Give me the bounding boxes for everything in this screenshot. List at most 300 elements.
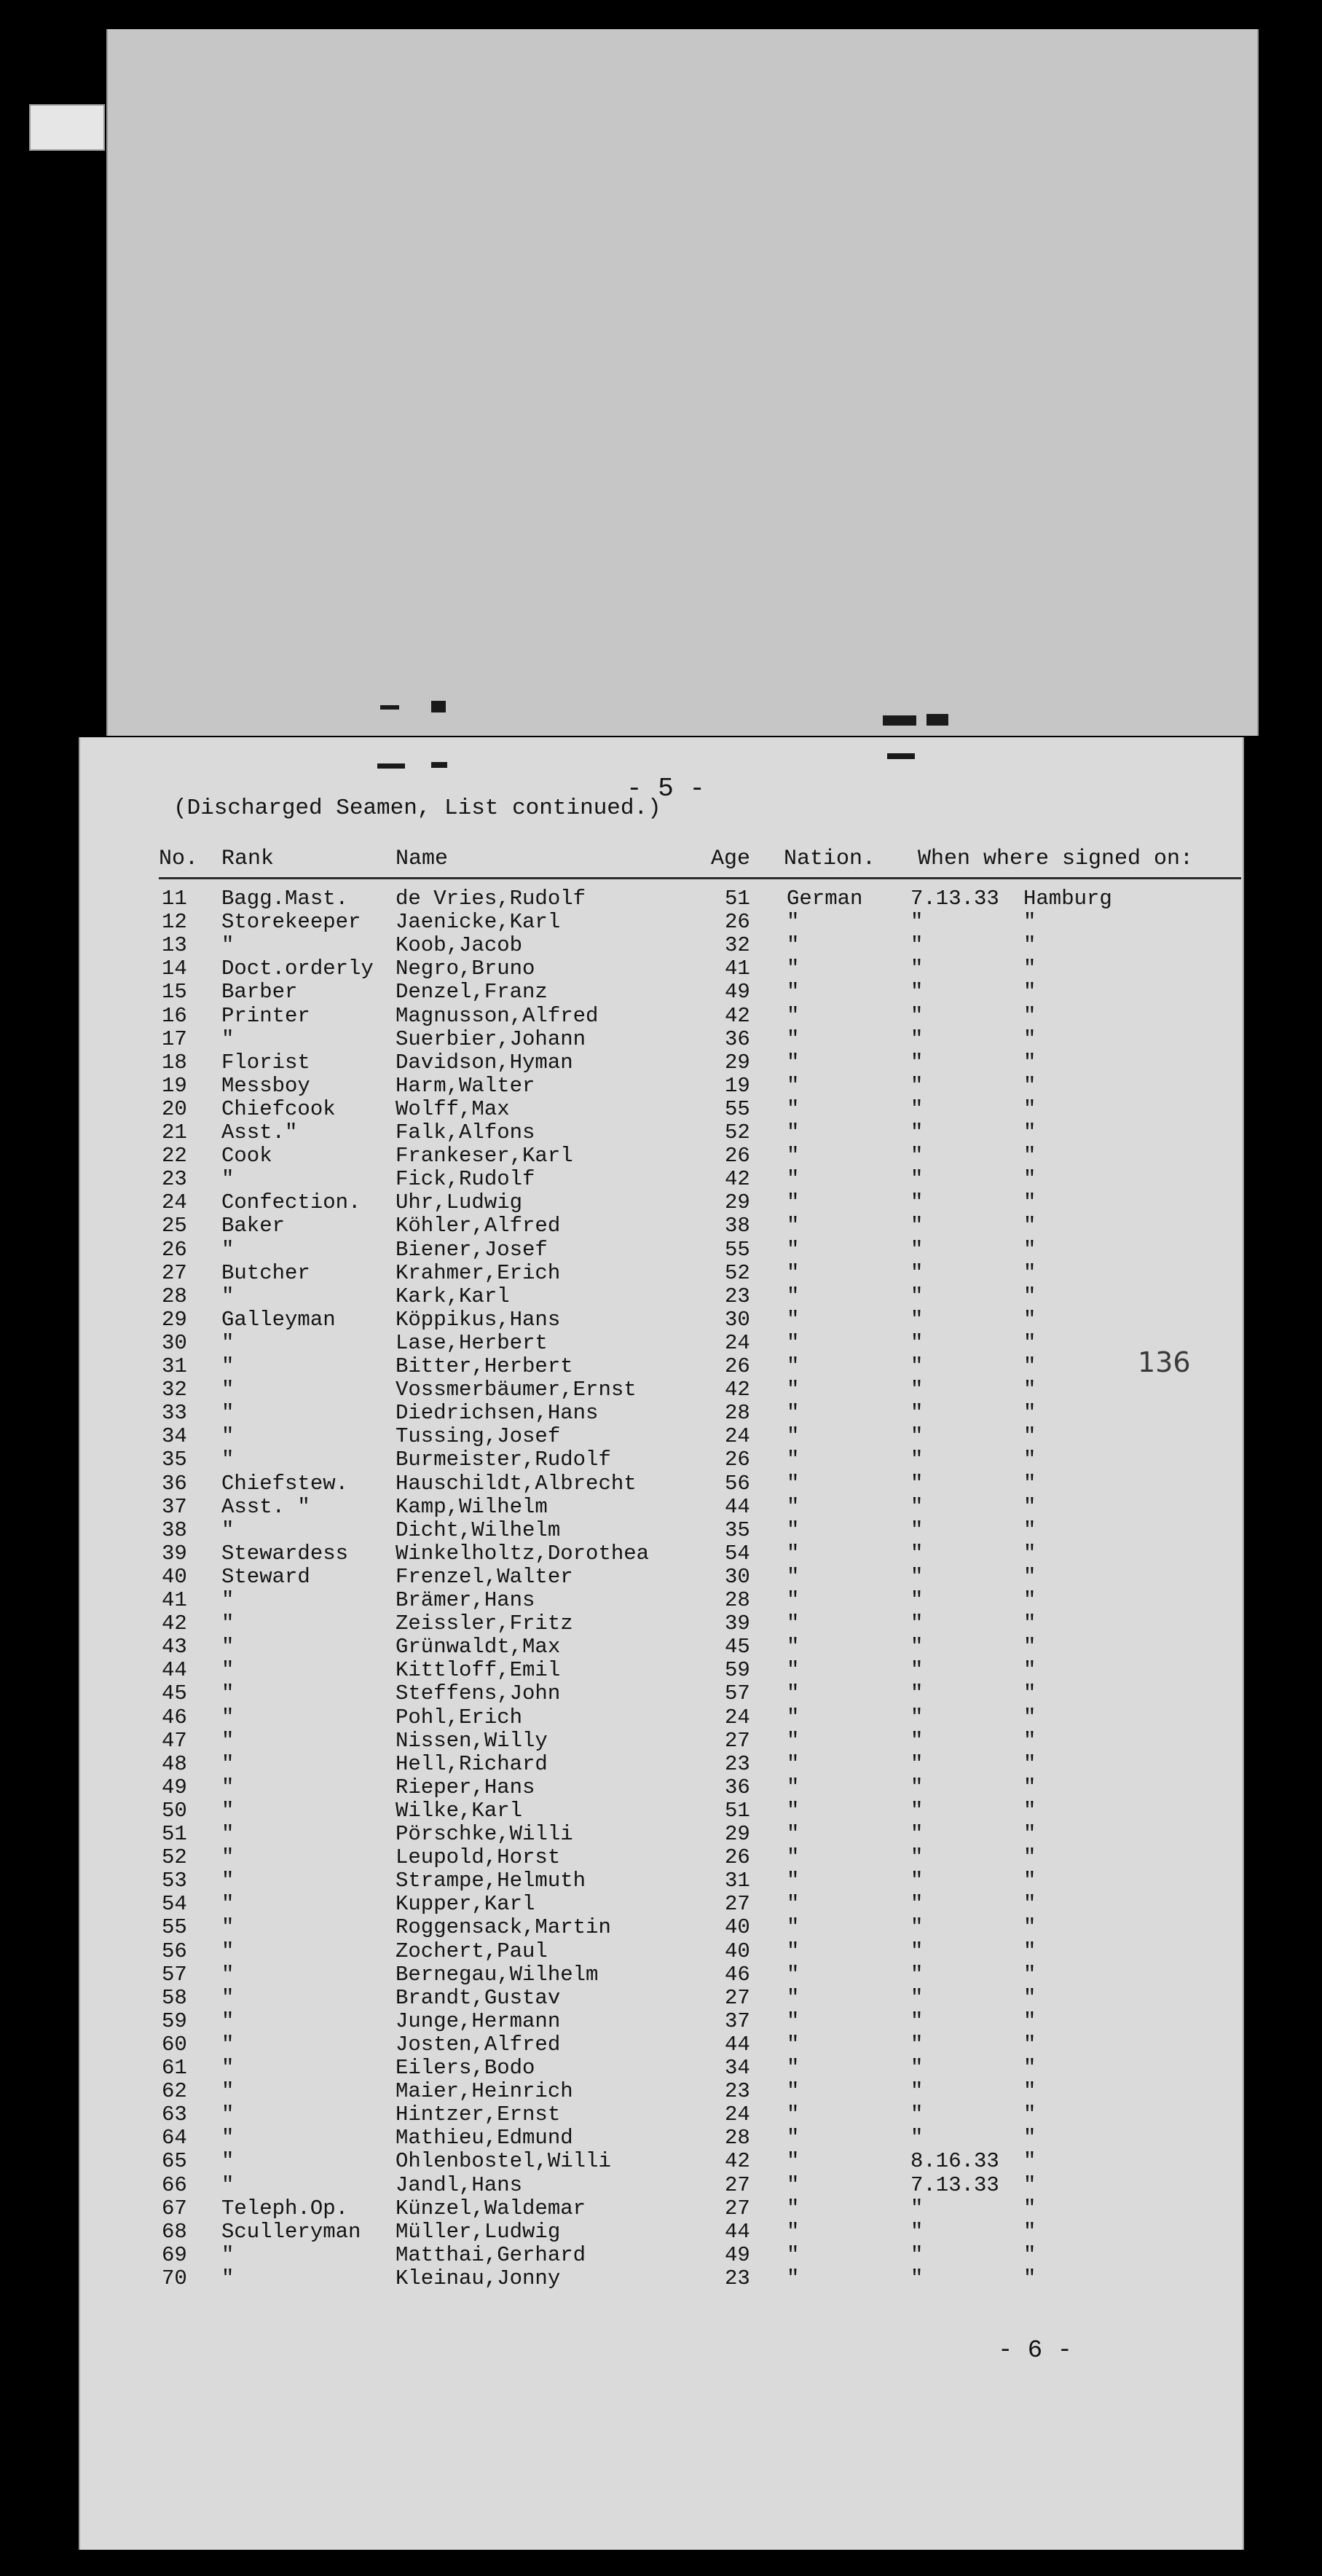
cell-age: 28 <box>725 2126 750 2151</box>
cell-where: " <box>1023 1120 1036 1144</box>
cell-name: Vossmerbäumer,Ernst <box>396 1378 637 1402</box>
table-row <box>0 1799 1322 1823</box>
cell-rank: " <box>221 2126 235 2151</box>
cell-where: " <box>1023 1892 1036 1917</box>
cell-rank: " <box>221 1401 235 1426</box>
cell-age: 23 <box>725 2266 750 2290</box>
table-row <box>0 1262 1322 1285</box>
cell-age: 42 <box>725 2149 750 2174</box>
cell-no: 18 <box>162 1050 187 1075</box>
table-row <box>0 2010 1322 2033</box>
cell-when: " <box>910 1026 924 1051</box>
cell-rank: " <box>221 1588 235 1612</box>
header-rank: Rank <box>221 847 275 871</box>
cell-age: 31 <box>725 1869 750 1893</box>
cell-nation: " <box>787 1681 800 1706</box>
cell-where: " <box>1023 1448 1036 1472</box>
cell-where: Hamburg <box>1023 887 1112 911</box>
cell-age: 27 <box>725 1985 750 2010</box>
cell-where: " <box>1023 1144 1036 1169</box>
table-row <box>0 2267 1322 2290</box>
cell-where: " <box>1023 1751 1036 1776</box>
cell-no: 26 <box>162 1237 187 1262</box>
cell-age: 52 <box>725 1120 750 1144</box>
cell-age: 24 <box>725 1330 750 1355</box>
cell-rank: " <box>221 1378 235 1402</box>
cell-where: " <box>1023 2056 1036 2080</box>
cell-no: 49 <box>162 1775 187 1799</box>
cell-age: 28 <box>725 1588 750 1612</box>
cell-no: 12 <box>162 910 187 935</box>
cell-no: 66 <box>162 2172 187 2197</box>
cell-where: " <box>1023 1026 1036 1051</box>
cell-when: " <box>910 1190 924 1215</box>
cell-rank: Printer <box>221 1003 310 1028</box>
table-row <box>0 1144 1322 1168</box>
cell-no: 57 <box>162 1962 187 1987</box>
cell-when: " <box>910 1822 924 1846</box>
attached-paper-sheet <box>106 29 1259 736</box>
cell-where: " <box>1023 1915 1036 1940</box>
cell-nation: " <box>787 1214 800 1238</box>
cell-name: Grünwaldt,Max <box>396 1635 561 1660</box>
cell-when: " <box>910 2242 924 2267</box>
cell-when: " <box>910 1214 924 1238</box>
cell-when: " <box>910 1705 924 1729</box>
cell-rank: Galleyman <box>221 1307 336 1332</box>
cell-name: Koob,Jacob <box>396 933 523 958</box>
cell-age: 29 <box>725 1190 750 1215</box>
cell-rank: " <box>221 1939 235 1963</box>
staple-mark <box>431 762 447 768</box>
cell-when: " <box>910 1330 924 1355</box>
cell-where: " <box>1023 2008 1036 2033</box>
table-row <box>0 1916 1322 1939</box>
cell-where: " <box>1023 1588 1036 1612</box>
cell-name: Strampe,Helmuth <box>396 1869 586 1893</box>
table-row <box>0 1191 1322 1214</box>
cell-name: Köppikus,Hans <box>396 1307 561 1332</box>
cell-age: 42 <box>725 1378 750 1402</box>
cell-when: " <box>910 1471 924 1496</box>
cell-age: 59 <box>725 1658 750 1683</box>
cell-name: Frenzel,Walter <box>396 1564 573 1589</box>
cell-no: 22 <box>162 1144 187 1169</box>
cell-no: 16 <box>162 1003 187 1028</box>
table-row <box>0 1448 1322 1472</box>
cell-when: " <box>910 1845 924 1870</box>
cell-rank: " <box>221 1611 235 1636</box>
cell-nation: " <box>787 1822 800 1846</box>
table-row <box>0 2033 1322 2057</box>
cell-where: " <box>1023 1354 1036 1378</box>
cell-name: Kittloff,Emil <box>396 1658 561 1683</box>
cell-no: 21 <box>162 1120 187 1144</box>
cell-where: " <box>1023 1564 1036 1589</box>
cell-age: 19 <box>725 1073 750 1098</box>
cell-nation: " <box>787 1378 800 1402</box>
cell-name: Falk,Alfons <box>396 1120 535 1144</box>
cell-when: " <box>910 2008 924 2033</box>
cell-where: " <box>1023 1096 1036 1121</box>
table-row <box>0 1542 1322 1566</box>
table-row <box>0 981 1322 1004</box>
cell-nation: " <box>787 1330 800 1355</box>
cell-nation: " <box>787 1050 800 1075</box>
cell-rank: " <box>221 2079 235 2104</box>
cell-rank: " <box>221 1237 235 1262</box>
cell-no: 15 <box>162 980 187 1005</box>
table-row <box>0 1496 1322 1519</box>
cell-nation: " <box>787 1658 800 1683</box>
cell-nation: " <box>787 1120 800 1144</box>
header-age: Age <box>711 847 751 871</box>
table-row <box>0 1402 1322 1425</box>
cell-age: 44 <box>725 2219 750 2244</box>
cell-rank: Steward <box>221 1564 310 1589</box>
cell-no: 14 <box>162 957 187 981</box>
cell-rank: " <box>221 1915 235 1940</box>
cell-where: " <box>1023 1611 1036 1636</box>
cell-nation: " <box>787 1845 800 1870</box>
cell-age: 26 <box>725 1144 750 1169</box>
cell-no: 52 <box>162 1845 187 1870</box>
cell-no: 35 <box>162 1448 187 1472</box>
cell-when: " <box>910 1681 924 1706</box>
cell-when: " <box>910 1611 924 1636</box>
cell-where: " <box>1023 1424 1036 1449</box>
staple-mark <box>926 714 948 726</box>
cell-where: " <box>1023 1658 1036 1683</box>
cell-name: Jandl,Hans <box>396 2172 523 2197</box>
cell-age: 55 <box>725 1096 750 1121</box>
cell-when: " <box>910 1962 924 1987</box>
margin-note: 136 <box>1138 1346 1191 1378</box>
cell-where: " <box>1023 957 1036 981</box>
cell-nation: " <box>787 2196 800 2220</box>
cell-age: 27 <box>725 1892 750 1917</box>
cell-name: Hell,Richard <box>396 1751 548 1776</box>
table-row <box>0 1589 1322 1612</box>
cell-name: Biener,Josef <box>396 1237 548 1262</box>
cell-rank: " <box>221 1424 235 1449</box>
cell-name: Josten,Alfred <box>396 2032 561 2057</box>
cell-nation: " <box>787 1494 800 1519</box>
table-row <box>0 1168 1322 1191</box>
cell-name: Kleinau,Jonny <box>396 2266 561 2290</box>
cell-name: Pörschke,Willi <box>396 1822 573 1846</box>
table-row <box>0 1987 1322 2010</box>
table-row <box>0 2057 1322 2080</box>
cell-age: 56 <box>725 1471 750 1496</box>
table-row <box>0 1776 1322 1799</box>
table-row <box>0 1963 1322 1987</box>
paper-clip-tab <box>29 104 105 151</box>
table-row <box>0 911 1322 934</box>
cell-nation: " <box>787 1751 800 1776</box>
cell-when: " <box>910 1144 924 1169</box>
cell-name: Wolff,Max <box>396 1096 510 1121</box>
cell-where: " <box>1023 1962 1036 1987</box>
cell-rank: " <box>221 1517 235 1542</box>
cell-age: 36 <box>725 1026 750 1051</box>
table-row <box>0 1075 1322 1098</box>
cell-nation: " <box>787 980 800 1005</box>
cell-name: Steffens,John <box>396 1681 561 1706</box>
cell-where: " <box>1023 1401 1036 1426</box>
cell-no: 13 <box>162 933 187 958</box>
cell-when: " <box>910 1775 924 1799</box>
cell-name: Müller,Ludwig <box>396 2219 561 2244</box>
cell-rank: " <box>221 1985 235 2010</box>
table-row <box>0 1519 1322 1542</box>
cell-when: " <box>910 2079 924 2104</box>
cell-rank: " <box>221 1775 235 1799</box>
cell-no: 11 <box>162 887 187 911</box>
cell-when: " <box>910 1635 924 1660</box>
cell-nation: " <box>787 1284 800 1308</box>
cell-where: " <box>1023 1307 1036 1332</box>
cell-nation: " <box>787 2102 800 2127</box>
cell-age: 24 <box>725 2102 750 2127</box>
cell-where: " <box>1023 1517 1036 1542</box>
cell-no: 44 <box>162 1658 187 1683</box>
cell-nation: " <box>787 1260 800 1285</box>
cell-age: 34 <box>725 2056 750 2080</box>
cell-where: " <box>1023 1635 1036 1660</box>
cell-rank: " <box>221 1330 235 1355</box>
cell-name: Dicht,Wilhelm <box>396 1517 561 1542</box>
cell-name: Bitter,Herbert <box>396 1354 573 1378</box>
cell-rank: " <box>221 2266 235 2290</box>
cell-where: " <box>1023 1728 1036 1753</box>
cell-rank: Cook <box>221 1144 272 1169</box>
table-row <box>0 1729 1322 1753</box>
cell-no: 17 <box>162 1026 187 1051</box>
cell-when: " <box>910 1588 924 1612</box>
cell-age: 26 <box>725 910 750 935</box>
cell-rank: Teleph.Op. <box>221 2196 349 2220</box>
staple-mark <box>431 701 446 712</box>
cell-no: 42 <box>162 1611 187 1636</box>
cell-age: 35 <box>725 1517 750 1542</box>
cell-name: Diedrichsen,Hans <box>396 1401 599 1426</box>
cell-when: " <box>910 957 924 981</box>
table-row <box>0 2174 1322 2197</box>
cell-nation: " <box>787 933 800 958</box>
cell-nation: " <box>787 2242 800 2267</box>
cell-where: " <box>1023 1050 1036 1075</box>
staple-mark <box>380 705 399 710</box>
cell-when: " <box>910 2032 924 2057</box>
cell-no: 67 <box>162 2196 187 2220</box>
cell-name: Uhr,Ludwig <box>396 1190 523 1215</box>
table-row <box>0 2080 1322 2103</box>
table-row <box>0 2103 1322 2127</box>
cell-when: " <box>910 1167 924 1192</box>
cell-name: Leupold,Horst <box>396 1845 561 1870</box>
table-row <box>0 1378 1322 1402</box>
cell-rank: Sculleryman <box>221 2219 361 2244</box>
cell-name: Nissen,Willy <box>396 1728 548 1753</box>
cell-nation: " <box>787 1190 800 1215</box>
table-row <box>0 1005 1322 1028</box>
page-number: - 5 - <box>626 774 706 804</box>
cell-where: " <box>1023 1378 1036 1402</box>
cell-where: " <box>1023 1330 1036 1355</box>
cell-age: 40 <box>725 1915 750 1940</box>
header-when-where: When where signed on: <box>918 847 1194 871</box>
cell-when: " <box>910 2196 924 2220</box>
cell-where: " <box>1023 910 1036 935</box>
cell-rank: Baker <box>221 1214 286 1238</box>
cell-where: " <box>1023 1260 1036 1285</box>
cell-age: 51 <box>725 1798 750 1823</box>
cell-rank: Stewardess <box>221 1541 349 1566</box>
cell-when: " <box>910 2126 924 2151</box>
cell-age: 23 <box>725 1284 750 1308</box>
cell-age: 49 <box>725 2242 750 2267</box>
cell-where: " <box>1023 1939 1036 1963</box>
cell-where: " <box>1023 1073 1036 1098</box>
cell-age: 54 <box>725 1541 750 1566</box>
cell-name: Kupper,Karl <box>396 1892 535 1917</box>
cell-where: " <box>1023 1214 1036 1238</box>
cell-when: 8.16.33 <box>910 2149 999 2174</box>
cell-where: " <box>1023 2126 1036 2151</box>
cell-no: 36 <box>162 1471 187 1496</box>
cell-age: 39 <box>725 1611 750 1636</box>
cell-when: " <box>910 980 924 1005</box>
cell-when: " <box>910 1073 924 1098</box>
table-row <box>0 1308 1322 1332</box>
cell-nation: " <box>787 1775 800 1799</box>
cell-name: Hintzer,Ernst <box>396 2102 561 2127</box>
cell-age: 27 <box>725 1728 750 1753</box>
cell-name: Pohl,Erich <box>396 1705 523 1729</box>
cell-name: Bernegau,Wilhelm <box>396 1962 599 1987</box>
cell-when: 7.13.33 <box>910 887 999 911</box>
cell-where: " <box>1023 980 1036 1005</box>
table-row <box>0 1823 1322 1846</box>
cell-rank: Confection. <box>221 1190 361 1215</box>
cell-age: 26 <box>725 1845 750 1870</box>
cell-where: " <box>1023 2172 1036 2197</box>
cell-where: " <box>1023 1471 1036 1496</box>
cell-rank: Asst." <box>221 1120 298 1144</box>
cell-name: Köhler,Alfred <box>396 1214 561 1238</box>
table-row <box>0 934 1322 957</box>
cell-no: 33 <box>162 1401 187 1426</box>
cell-nation: " <box>787 1985 800 2010</box>
cell-nation: " <box>787 2056 800 2080</box>
cell-name: Junge,Hermann <box>396 2008 561 2033</box>
cell-rank: Florist <box>221 1050 310 1075</box>
cell-name: Winkelholtz,Dorothea <box>396 1541 650 1566</box>
cell-name: Lase,Herbert <box>396 1330 548 1355</box>
cell-rank: Storekeeper <box>221 910 361 935</box>
cell-no: 34 <box>162 1424 187 1449</box>
cell-name: Ohlenbostel,Willi <box>396 2149 611 2174</box>
cell-nation: " <box>787 2219 800 2244</box>
cell-nation: " <box>787 1167 800 1192</box>
cell-age: 26 <box>725 1354 750 1378</box>
cell-name: Fick,Rudolf <box>396 1167 535 1192</box>
table-row <box>0 1425 1322 1448</box>
cell-when: " <box>910 1260 924 1285</box>
table-row <box>0 2150 1322 2173</box>
cell-age: 29 <box>725 1822 750 1846</box>
cell-when: " <box>910 1354 924 1378</box>
cell-no: 65 <box>162 2149 187 2174</box>
cell-nation: " <box>787 1728 800 1753</box>
cell-nation: " <box>787 1635 800 1660</box>
table-row <box>0 1893 1322 1916</box>
cell-age: 45 <box>725 1635 750 1660</box>
table-row <box>0 1566 1322 1589</box>
table-row <box>0 1472 1322 1496</box>
cell-no: 39 <box>162 1541 187 1566</box>
cell-name: Frankeser,Karl <box>396 1144 573 1169</box>
cell-when: " <box>910 1939 924 1963</box>
cell-where: " <box>1023 1284 1036 1308</box>
cell-age: 42 <box>725 1167 750 1192</box>
table-row <box>0 1051 1322 1075</box>
cell-nation: " <box>787 1915 800 1940</box>
cell-where: " <box>1023 2032 1036 2057</box>
cell-rank: Bagg.Mast. <box>221 887 349 911</box>
cell-age: 37 <box>725 2008 750 2033</box>
cell-no: 56 <box>162 1939 187 1963</box>
cell-no: 61 <box>162 2056 187 2080</box>
cell-no: 30 <box>162 1330 187 1355</box>
cell-name: Maier,Heinrich <box>396 2079 573 2104</box>
cell-nation: " <box>787 1144 800 1169</box>
next-page-number: - 6 - <box>998 2337 1073 2365</box>
table-row <box>0 1846 1322 1869</box>
cell-rank: " <box>221 933 235 958</box>
cell-rank: " <box>221 1845 235 1870</box>
cell-nation: " <box>787 2172 800 2197</box>
cell-age: 46 <box>725 1962 750 1987</box>
cell-rank: Messboy <box>221 1073 310 1098</box>
cell-no: 46 <box>162 1705 187 1729</box>
table-row <box>0 1659 1322 1682</box>
cell-nation: German <box>787 887 863 911</box>
cell-where: " <box>1023 2219 1036 2244</box>
table-row <box>0 1869 1322 1893</box>
table-row <box>0 1355 1322 1378</box>
cell-no: 48 <box>162 1751 187 1776</box>
cell-no: 28 <box>162 1284 187 1308</box>
cell-nation: " <box>787 1424 800 1449</box>
cell-nation: " <box>787 2149 800 2174</box>
cell-no: 51 <box>162 1822 187 1846</box>
cell-no: 29 <box>162 1307 187 1332</box>
cell-rank: " <box>221 1892 235 1917</box>
cell-age: 27 <box>725 2172 750 2197</box>
cell-age: 57 <box>725 1681 750 1706</box>
cell-rank: Chiefstew. <box>221 1471 349 1496</box>
cell-no: 64 <box>162 2126 187 2151</box>
cell-rank: Doct.orderly <box>221 957 374 981</box>
header-name: Name <box>396 847 449 871</box>
cell-no: 69 <box>162 2242 187 2267</box>
cell-rank: " <box>221 1026 235 1051</box>
cell-name: de Vries,Rudolf <box>396 887 586 911</box>
cell-rank: " <box>221 1822 235 1846</box>
cell-rank: Barber <box>221 980 298 1005</box>
